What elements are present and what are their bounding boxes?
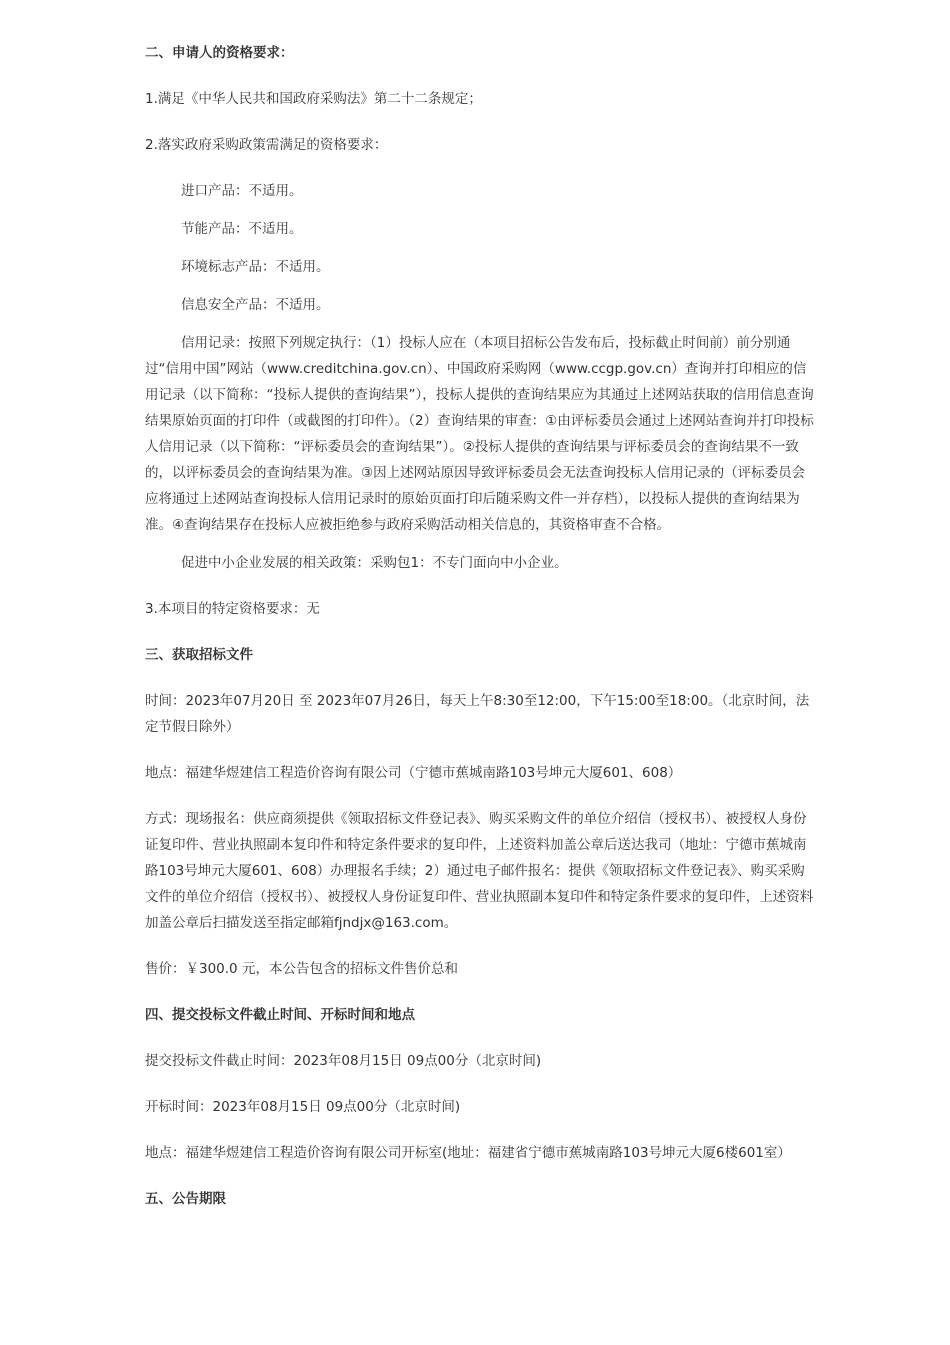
section4-heading: 四、提交投标文件截止时间、开标时间和地点 xyxy=(145,1007,415,1023)
acquisition-time: 时间：2023年07月20日 至 2023年07月26日，每天上午8:30至12:00，下午15:00至18:00。（北京时间，法定节假日除外） xyxy=(145,693,810,735)
requirement-2: 2.落实政府采购政策需满足的资格要求： xyxy=(145,137,388,153)
opening-location: 地点：福建华煜建信工程造价咨询有限公司开标室(地址：福建省宁德市蕉城南路103号坤元大厦6楼601室） xyxy=(145,1145,791,1161)
env-products-policy: 环境标志产品：不适用。 xyxy=(181,259,330,275)
announcement-body xyxy=(145,40,817,1212)
acquisition-method: 方式：现场报名：供应商须提供《领取招标文件登记表》、购买采购文件的单位介绍信（授权书）、被授权人身份证复印件、营业执照副本复印件和特定条件要求的复印件，上述资料加盖公章后送达我司（地址：宁德市蕉城南路103号坤元大厦601、608）办理报名手续；2）通过电子邮件报名：提供《领取招标文件登记表》、购买采购文件的单位介绍信（授权书）、被授权人身份证复印件、营业执照副本复印件和特定条件要求的复印件，上述资料加盖公章后扫描发送至指定邮箱fjndjx@163.com。 xyxy=(145,811,814,931)
import-products-policy: 进口产品：不适用。 xyxy=(181,183,303,199)
submission-deadline: 提交投标文件截止时间：2023年08月15日 09点00分（北京时间) xyxy=(145,1053,542,1069)
sme-policy: 促进中小企业发展的相关政策：采购包1：不专门面向中小企业。 xyxy=(181,555,568,571)
requirement-1: 1.满足《中华人民共和国政府采购法》第二十二条规定； xyxy=(145,91,482,107)
infosec-products-policy: 信息安全产品：不适用。 xyxy=(181,297,330,313)
section3-heading: 三、获取招标文件 xyxy=(145,647,253,663)
document-price: 售价：￥300.0 元，本公告包含的招标文件售价总和 xyxy=(145,961,458,977)
requirement-3: 3.本项目的特定资格要求：无 xyxy=(145,601,320,617)
credit-record-policy: 信用记录：按照下列规定执行：（1）投标人应在（本项目招标公告发布后，投标截止时间前）前分别通过“信用中国”网站（www.creditchina.gov.cn）、中国政府采购网（www.ccgp.gov.cn）查询并打印相应的信用记录（以下简称：“投标人提供的查询结果”），投标人提供的查询结果应为其通过上述网站获取的信用信息查询结果原始页面的打印件（或截图的打印件）。（2）查询结果的审查：①由评标委员会通过上述网站查询并打印投标人信用记录（以下简称：“评标委员会的查询结果”）。②投标人提供的查询结果与评标委员会的查询结果不一致的，以评标委员会的查询结果为准。③因上述网站原因导致评标委员会无法查询投标人信用记录的（评标委员会应将通过上述网站查询投标人信用记录时的原始页面打印后随采购文件一并存档），以投标人提供的查询结果为准。④查询结果存在投标人应被拒绝参与政府采购活动相关信息的，其资格审查不合格。 xyxy=(145,335,814,533)
section2-heading: 二、申请人的资格要求： xyxy=(145,45,294,61)
opening-time: 开标时间：2023年08月15日 09点00分（北京时间) xyxy=(145,1099,461,1115)
acquisition-location: 地点：福建华煜建信工程造价咨询有限公司（宁德市蕉城南路103号坤元大厦601、608） xyxy=(145,765,682,781)
energy-products-policy: 节能产品：不适用。 xyxy=(181,221,303,237)
section5-heading: 五、公告期限 xyxy=(145,1191,226,1207)
